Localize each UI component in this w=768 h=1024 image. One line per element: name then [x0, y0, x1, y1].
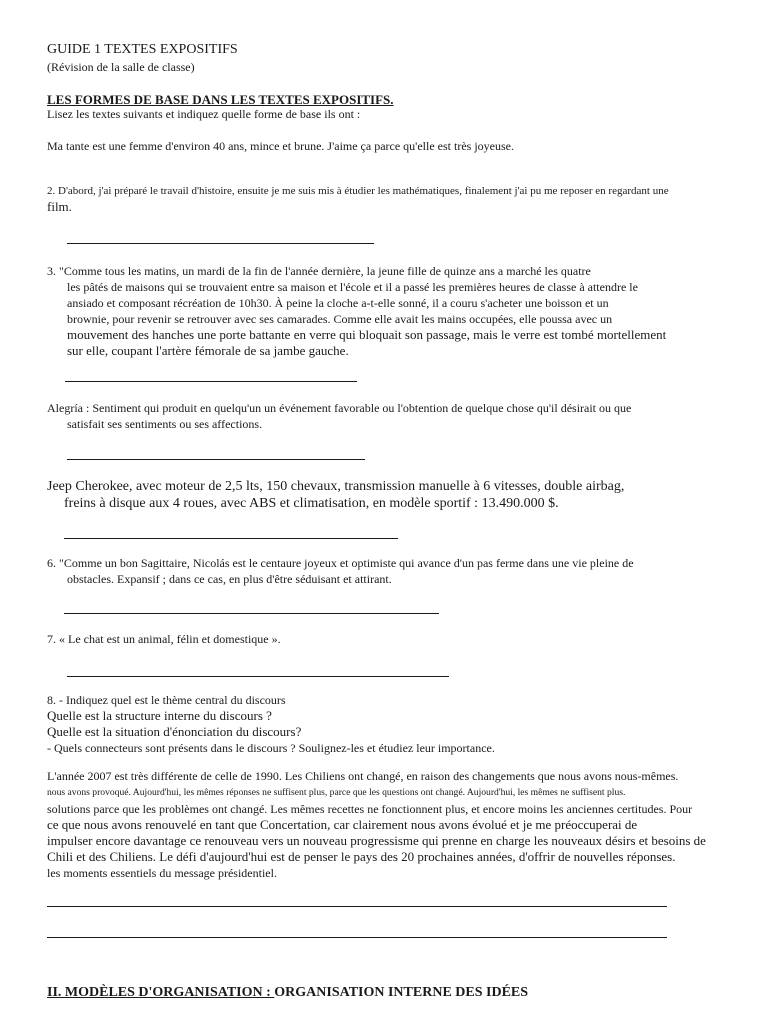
- exercise-3-text: [47, 263, 666, 359]
- speech-line: les moments essentiels du message présidentiel.: [47, 866, 277, 880]
- page-subtitle: (Révision de la salle de classe): [47, 60, 195, 74]
- exercise-4-line: satisfait ses sentiments ou ses affections.: [67, 417, 263, 431]
- exercise-8-line: 8. - Indiquez quel est le thème central du discours: [47, 693, 286, 707]
- section-heading: LES FORMES DE BASE DANS LES TEXTES EXPOSITIFS.: [47, 92, 394, 107]
- answer-line[interactable]: [65, 381, 357, 382]
- exercise-2-line: film.: [47, 199, 72, 214]
- exercise-1-text: Ma tante est une femme d'environ 40 ans, mince et brune. J'aime ça parce qu'elle est très joyeuse.: [47, 139, 514, 153]
- exercise-7-text: 7. « Le chat est un animal, félin et domestique ».: [47, 632, 281, 646]
- speech-line: solutions parce que les problèmes ont changé. Les mêmes recettes ne fonctionnent plus, et encore moins les anciennes certitudes. Pour: [47, 802, 693, 816]
- exercise-8-questions: [47, 692, 495, 756]
- section-2-heading-part: II. MODÈLES D'ORGANISATION :: [47, 985, 275, 1000]
- exercise-8-line: Quelle est la situation d'énonciation du discours?: [47, 724, 302, 739]
- speech-line: ce que nous avons renouvelé en tant que Concertation, car clairement nous avons évolué et je me préoccuperai de: [47, 817, 638, 832]
- exercise-2-text: [47, 185, 669, 215]
- answer-line[interactable]: [64, 538, 398, 539]
- exercise-3-line: 3. "Comme tous les matins, un mardi de la fin de l'année dernière, la jeune fille de quinze ans a marché les quatre: [47, 264, 591, 278]
- exercise-3-line: ansiado et composant récréation de 10h30. À peine la cloche a-t-elle sonné, il a couru s'acheter une boisson et un: [67, 296, 609, 310]
- exercise-6-text: [47, 555, 634, 587]
- exercise-8-line: - Quels connecteurs sont présents dans le discours ? Soulignez-les et étudiez leur importance.: [47, 741, 495, 755]
- exercise-3-line: mouvement des hanches une porte battante en verre qui bloquait son passage, mais le verre est tombé mortellement: [67, 327, 667, 342]
- speech-line: nous avons provoqué. Aujourd'hui, les mêmes réponses ne suffisent plus, parce que les questions ont changé. Aujourd'hui, les mêmes ne suffisent plus.: [47, 787, 626, 798]
- answer-line[interactable]: [67, 459, 365, 460]
- exercise-3-line: sur elle, coupant l'artère fémorale de sa jambe gauche.: [67, 343, 349, 358]
- exercise-5-text: [47, 478, 624, 512]
- exercise-6-line: 6. "Comme un bon Sagittaire, Nicolás est le centaure joyeux et optimiste qui avance d'un pas ferme dans une vie pleine de: [47, 556, 634, 570]
- answer-line[interactable]: [64, 613, 439, 614]
- exercise-3-line: brownie, pour revenir se retrouver avec ses camarades. Comme elle avait les mains occupées, elle poussa avec un: [67, 312, 613, 326]
- exercise-4-line: Alegría : Sentiment qui produit en quelqu'un un événement favorable ou l'obtention de quelque chose qu'il désirait ou que: [47, 401, 632, 415]
- section-2-heading: [47, 985, 528, 1001]
- speech-line: L'année 2007 est très différente de celle de 1990. Les Chiliens ont changé, en raison des changements que nous avons nous-mêmes.: [47, 769, 679, 783]
- page-title: GUIDE 1 TEXTES EXPOSITIFS: [47, 42, 238, 57]
- section-2-heading-part: ORGANISATION INTERNE DES IDÉES: [274, 985, 529, 1000]
- exercise-8-line: Quelle est la structure interne du discours ?: [47, 708, 272, 723]
- exercise-5-line: Jeep Cherokee, avec moteur de 2,5 lts, 150 chevaux, transmission manuelle à 6 vitesses, double airbag,: [47, 479, 625, 494]
- exercise-3-line: les pâtés de maisons qui se trouvaient entre sa maison et l'école et il a passé les premières heures de classe à attendre le: [67, 280, 638, 294]
- exercise-2-line: 2. D'abord, j'ai préparé le travail d'histoire, ensuite je me suis mis à étudier les mathématiques, finalement j'ai pu me reposer en regardant une: [47, 185, 669, 197]
- instruction-text: Lisez les textes suivants et indiquez quelle forme de base ils ont :: [47, 107, 361, 121]
- answer-line[interactable]: [47, 937, 667, 938]
- speech-line: impulser encore davantage ce renouveau vers un nouveau progressisme qui prenne en charge les nouveaux désirs et besoins de: [47, 833, 706, 848]
- answer-line[interactable]: [67, 243, 374, 244]
- speech-line: Chili et des Chiliens. Le défi d'aujourd'hui est de penser le pays des 20 prochaines années, d'offrir de nouvelles réponses.: [47, 849, 676, 864]
- answer-line[interactable]: [67, 676, 449, 677]
- exercise-6-line: obstacles. Expansif ; dans ce cas, en plus d'être séduisant et attirant.: [67, 572, 392, 586]
- exercise-5-line: freins à disque aux 4 roues, avec ABS et climatisation, en modèle sportif : 13.490.000 $.: [64, 496, 559, 511]
- speech-excerpt: [47, 768, 706, 881]
- answer-line[interactable]: [47, 906, 667, 907]
- exercise-4-text: [47, 400, 631, 432]
